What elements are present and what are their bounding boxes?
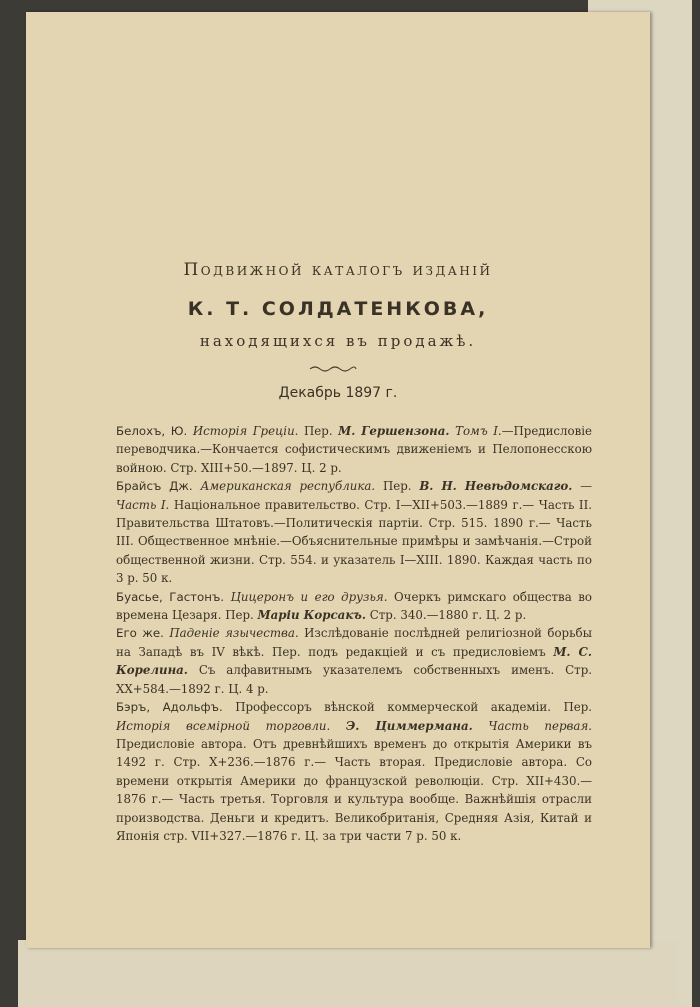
entry-author: Буасье, Гастонъ.: [116, 589, 225, 604]
entry-translator: В. Н. Невѣдомскаго.: [419, 479, 573, 494]
catalog-entry: [116, 422, 592, 477]
entry-title: Паденіе язычества.: [169, 626, 299, 641]
entry-author: Брайсъ Дж.: [116, 479, 193, 494]
entry-part: Томъ I.: [455, 424, 502, 438]
entry-part: Часть первая.: [488, 718, 593, 733]
catalog-entry: [116, 477, 592, 587]
catalog-entry: [116, 588, 592, 625]
entry-translator-prefix: Профессоръ вѣнской коммерческой академіи. Пер.: [235, 700, 593, 715]
entry-translator: М. Гершензона.: [338, 424, 450, 438]
catalog-entry: [116, 698, 592, 845]
publisher-name: К. Т. СОЛДАТЕНКОВА,: [187, 298, 489, 320]
entry-author: Белохъ, Ю.: [116, 424, 188, 438]
entry-title: Цицеронъ и его друзья.: [230, 589, 388, 604]
entry-author: Бэръ, Адольфъ.: [116, 700, 223, 715]
entry-list: [116, 422, 592, 845]
catalog-page: [26, 12, 650, 948]
catalog-subtitle: находящихся въ продажѣ.: [199, 332, 477, 350]
entry-title: Исторія всемірной торговли.: [116, 718, 331, 733]
entry-title: Американская республика.: [200, 479, 376, 494]
entry-body: Стр. 340.—1880 г. Ц. 2 р.: [369, 608, 527, 623]
entry-body: —Предисловіе переводчика.—Кончается софистическимъ движеніемъ и Пелопонесскою войною. Стр. XIII+50.—1897. Ц. 2 р.: [116, 424, 593, 475]
catalog-title: Подвижной каталогъ изданій: [183, 260, 493, 280]
entry-translator-prefix: Очеркъ римскаго общества во времена Цезаря. Пер.: [116, 589, 592, 623]
entry-part: —Часть I.: [116, 479, 592, 512]
entry-translator-prefix: Пер.: [382, 479, 412, 494]
entry-translator-prefix: Изслѣдованіе послѣдней религіозной борьбы на Западѣ въ IV вѣкѣ. Пер. подъ редакціей и съ предисловіемъ: [116, 626, 593, 659]
entry-translator: Маріи Корсакъ.: [257, 608, 366, 623]
catalog-entry: [116, 624, 592, 698]
entry-author: Его же.: [116, 626, 164, 641]
underlying-page-edge: [18, 940, 678, 1007]
entry-translator: М. С. Корелина.: [116, 644, 592, 678]
catalog-date: Декабрь 1897 г.: [278, 385, 398, 401]
flourish-ornament: [308, 364, 358, 374]
entry-body: Предисловіе автора. Отъ древнѣйшихъ временъ до открытія Америки въ 1492 г. Стр. X+236.—1876 г.— Часть вторая. Предисловіе автора. Со времени открытія Америки до французской революціи. Стр. XII+430.—1876 г.— Часть третья. Торговля и культура вообще. Важнѣйшія отрасли производства. Деньги и кредитъ. Великобританія, Средняя Азія, Китай и Японія стр. VII+327.—1876 г. Ц. за три части 7 р. 50 к.: [116, 736, 592, 843]
entry-title: Исторія Греціи.: [192, 424, 299, 438]
entry-body: Съ алфавитнымъ указателемъ собственныхъ именъ. Стр. XX+584.—1892 г. Ц. 4 р.: [116, 663, 593, 696]
entry-body: Національное правительство. Стр. I—XII+503.—1889 г.— Часть II. Правительства Штатовъ.—Политическія партіи. Стр. 515. 1890 г.— Часть III. Общественное мнѣніе.—Объяснительные примѣры и замѣчанія.—Строй общественной жизни. Стр. 554. и указатель I—XIII. 1890. Каждая часть по 3 р. 50 к.: [116, 497, 592, 586]
entry-translator: Э. Циммермана.: [345, 718, 473, 733]
entry-translator-prefix: Пер.: [304, 424, 333, 438]
